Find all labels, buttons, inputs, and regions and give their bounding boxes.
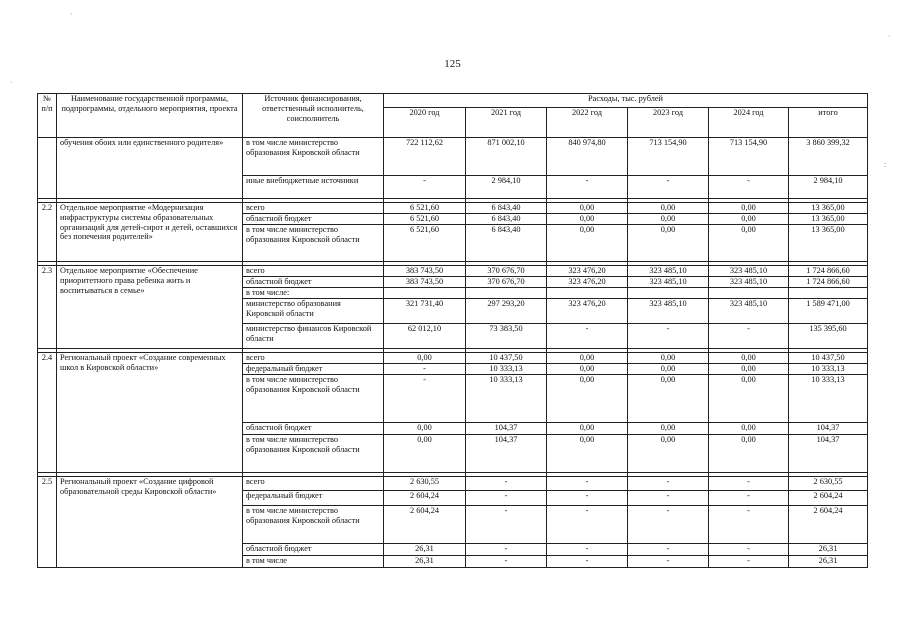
total-value: 2 984,10: [789, 176, 868, 199]
year-value: 0,00: [547, 225, 628, 262]
year-value: 0,00: [628, 364, 709, 375]
measure-name: Отдельное мероприятие «Модернизация инфраструктуры системы образовательных организаций для детей-сирот и детей, оставшихся без попечения родителей»: [57, 203, 243, 262]
budget-table: [37, 93, 868, 568]
year-value: -: [547, 506, 628, 544]
total-value: 26,31: [789, 544, 868, 556]
year-value: -: [709, 491, 789, 506]
year-value: 0,00: [628, 435, 709, 473]
measure-name: Региональный проект «Создание современных школ в Кировской области»: [57, 353, 243, 473]
year-value: 0,00: [709, 423, 789, 435]
funding-source: в том числе министерство образования Кировской области: [243, 506, 384, 544]
year-value: 0,00: [628, 423, 709, 435]
page-number: 125: [444, 58, 461, 70]
year-value: -: [709, 506, 789, 544]
header-year: 2020 год: [384, 108, 466, 138]
table-row: [38, 353, 868, 364]
header-year: 2023 год: [628, 108, 709, 138]
year-value: -: [547, 556, 628, 568]
year-value: 0,00: [709, 214, 789, 225]
year-value: -: [709, 477, 789, 491]
measure-name: Региональный проект «Создание цифровой образовательной среды Кировской области»: [57, 477, 243, 568]
year-value: -: [466, 544, 547, 556]
funding-source: областной бюджет: [243, 277, 384, 288]
year-value: 73 383,50: [466, 324, 547, 349]
measure-name: Отдельное мероприятие «Обеспечение приоритетного права ребенка жить и воспитываться в семье»: [57, 266, 243, 349]
header-year: итого: [789, 108, 868, 138]
funding-source: в том числе:: [243, 288, 384, 299]
total-value: 1 724 866,60: [789, 266, 868, 277]
total-value: 13 365,00: [789, 225, 868, 262]
year-value: 323 476,20: [547, 277, 628, 288]
funding-source: всего: [243, 266, 384, 277]
year-value: 0,00: [384, 423, 466, 435]
total-value: 2 604,24: [789, 506, 868, 544]
table-row: [38, 477, 868, 491]
header-source: Источник финансирования, ответственный исполнитель, соисполнитель: [243, 94, 384, 138]
year-value: 0,00: [628, 225, 709, 262]
year-value: 6 843,40: [466, 203, 547, 214]
year-value: 0,00: [709, 203, 789, 214]
year-value: 10 333,13: [466, 375, 547, 423]
year-value: -: [466, 477, 547, 491]
year-value: -: [628, 176, 709, 199]
year-value: -: [628, 506, 709, 544]
year-value: 0,00: [628, 353, 709, 364]
table-row: [38, 266, 868, 277]
funding-source: федеральный бюджет: [243, 491, 384, 506]
year-value: -: [547, 491, 628, 506]
year-value: -: [709, 176, 789, 199]
year-value: 62 012,10: [384, 324, 466, 349]
funding-source: областной бюджет: [243, 214, 384, 225]
funding-source: министерство образования Кировской области: [243, 299, 384, 324]
year-value: -: [709, 324, 789, 349]
year-value: -: [466, 556, 547, 568]
year-value: 0,00: [628, 214, 709, 225]
year-value: -: [466, 506, 547, 544]
year-value: 713 154,90: [709, 138, 789, 176]
funding-source: областной бюджет: [243, 423, 384, 435]
total-value: [789, 288, 868, 299]
total-value: 2 630,55: [789, 477, 868, 491]
year-value: [547, 288, 628, 299]
scan-speck: ·: [10, 78, 13, 87]
total-value: 104,37: [789, 435, 868, 473]
funding-source: в том числе министерство образования Кировской области: [243, 138, 384, 176]
year-value: 0,00: [628, 203, 709, 214]
year-value: 722 112,62: [384, 138, 466, 176]
year-value: 6 521,60: [384, 225, 466, 262]
funding-source: всего: [243, 477, 384, 491]
year-value: 0,00: [709, 375, 789, 423]
total-value: 3 860 399,32: [789, 138, 868, 176]
year-value: 10 437,50: [466, 353, 547, 364]
year-value: [384, 288, 466, 299]
year-value: 713 154,90: [628, 138, 709, 176]
measure-name: обучения обоих или единственного родителя»: [57, 138, 243, 199]
year-value: 323 476,20: [547, 266, 628, 277]
year-value: 0,00: [709, 225, 789, 262]
year-value: -: [384, 364, 466, 375]
year-value: 0,00: [628, 375, 709, 423]
header-year: 2022 год: [547, 108, 628, 138]
scan-speck: :: [884, 160, 887, 169]
year-value: 26,31: [384, 544, 466, 556]
year-value: -: [547, 477, 628, 491]
year-value: 0,00: [547, 423, 628, 435]
header-num: № п/п: [38, 94, 57, 138]
year-value: 0,00: [384, 353, 466, 364]
header-expenses: Расходы, тыс. рублей: [384, 94, 868, 108]
year-value: 2 604,24: [384, 491, 466, 506]
year-value: 323 485,10: [628, 299, 709, 324]
scan-speck: ·: [70, 10, 73, 19]
year-value: 383 743,50: [384, 266, 466, 277]
year-value: -: [384, 176, 466, 199]
funding-source: в том числе министерство образования Кировской области: [243, 435, 384, 473]
year-value: 104,37: [466, 435, 547, 473]
total-value: 13 365,00: [789, 214, 868, 225]
year-value: 2 630,55: [384, 477, 466, 491]
funding-source: в том числе: [243, 556, 384, 568]
row-number: [38, 138, 57, 199]
year-value: -: [628, 324, 709, 349]
total-value: 10 333,13: [789, 364, 868, 375]
total-value: 1 724 866,60: [789, 277, 868, 288]
year-value: 323 476,20: [547, 299, 628, 324]
year-value: 383 743,50: [384, 277, 466, 288]
year-value: 0,00: [547, 364, 628, 375]
funding-source: в том числе министерство образования Кировской области: [243, 225, 384, 262]
year-value: 297 293,20: [466, 299, 547, 324]
year-value: 0,00: [384, 435, 466, 473]
year-value: 0,00: [547, 214, 628, 225]
year-value: 871 002,10: [466, 138, 547, 176]
funding-source: областной бюджет: [243, 544, 384, 556]
total-value: 10 437,50: [789, 353, 868, 364]
header-name: Наименование государственной программы, подпрограммы, отдельного мероприятия, проекта: [57, 94, 243, 138]
year-value: -: [628, 544, 709, 556]
scan-speck: ·: [888, 32, 891, 41]
funding-source: федеральный бюджет: [243, 364, 384, 375]
row-number: 2.2: [38, 203, 57, 262]
year-value: 370 676,70: [466, 277, 547, 288]
total-value: 26,31: [789, 556, 868, 568]
year-value: 0,00: [547, 435, 628, 473]
total-value: 13 365,00: [789, 203, 868, 214]
funding-source: иные внебюджетные источники: [243, 176, 384, 199]
year-value: 323 485,10: [628, 266, 709, 277]
year-value: 10 333,13: [466, 364, 547, 375]
year-value: 6 843,40: [466, 214, 547, 225]
year-value: -: [709, 556, 789, 568]
year-value: 323 485,10: [709, 266, 789, 277]
header-year: 2021 год: [466, 108, 547, 138]
year-value: 321 731,40: [384, 299, 466, 324]
total-value: 10 333,13: [789, 375, 868, 423]
year-value: -: [547, 176, 628, 199]
year-value: 323 485,10: [709, 299, 789, 324]
year-value: 104,37: [466, 423, 547, 435]
table-row: [38, 138, 868, 176]
total-value: 135 395,60: [789, 324, 868, 349]
row-number: 2.3: [38, 266, 57, 349]
funding-source: министерство финансов Кировской области: [243, 324, 384, 349]
year-value: -: [384, 375, 466, 423]
year-value: 0,00: [709, 364, 789, 375]
funding-source: всего: [243, 353, 384, 364]
year-value: 0,00: [709, 353, 789, 364]
year-value: 6 521,60: [384, 203, 466, 214]
year-value: 323 485,10: [709, 277, 789, 288]
year-value: 370 676,70: [466, 266, 547, 277]
year-value: 2 984,10: [466, 176, 547, 199]
row-number: 2.4: [38, 353, 57, 473]
year-value: 0,00: [547, 203, 628, 214]
total-value: 1 589 471,00: [789, 299, 868, 324]
year-value: 26,31: [384, 556, 466, 568]
year-value: 0,00: [709, 435, 789, 473]
header-year: 2024 год: [709, 108, 789, 138]
year-value: [628, 288, 709, 299]
year-value: -: [628, 491, 709, 506]
year-value: 0,00: [547, 375, 628, 423]
total-value: 104,37: [789, 423, 868, 435]
year-value: 323 485,10: [628, 277, 709, 288]
year-value: -: [628, 556, 709, 568]
row-number: 2.5: [38, 477, 57, 568]
year-value: 0,00: [547, 353, 628, 364]
year-value: 6 843,40: [466, 225, 547, 262]
year-value: 2 604,24: [384, 506, 466, 544]
table-row: [38, 203, 868, 214]
year-value: 840 974,80: [547, 138, 628, 176]
year-value: [709, 288, 789, 299]
year-value: -: [466, 491, 547, 506]
year-value: -: [547, 544, 628, 556]
funding-source: всего: [243, 203, 384, 214]
table-body: [38, 138, 868, 568]
year-value: -: [709, 544, 789, 556]
year-value: [466, 288, 547, 299]
funding-source: в том числе министерство образования Кировской области: [243, 375, 384, 423]
year-value: -: [547, 324, 628, 349]
year-value: -: [628, 477, 709, 491]
year-value: 6 521,60: [384, 214, 466, 225]
total-value: 2 604,24: [789, 491, 868, 506]
